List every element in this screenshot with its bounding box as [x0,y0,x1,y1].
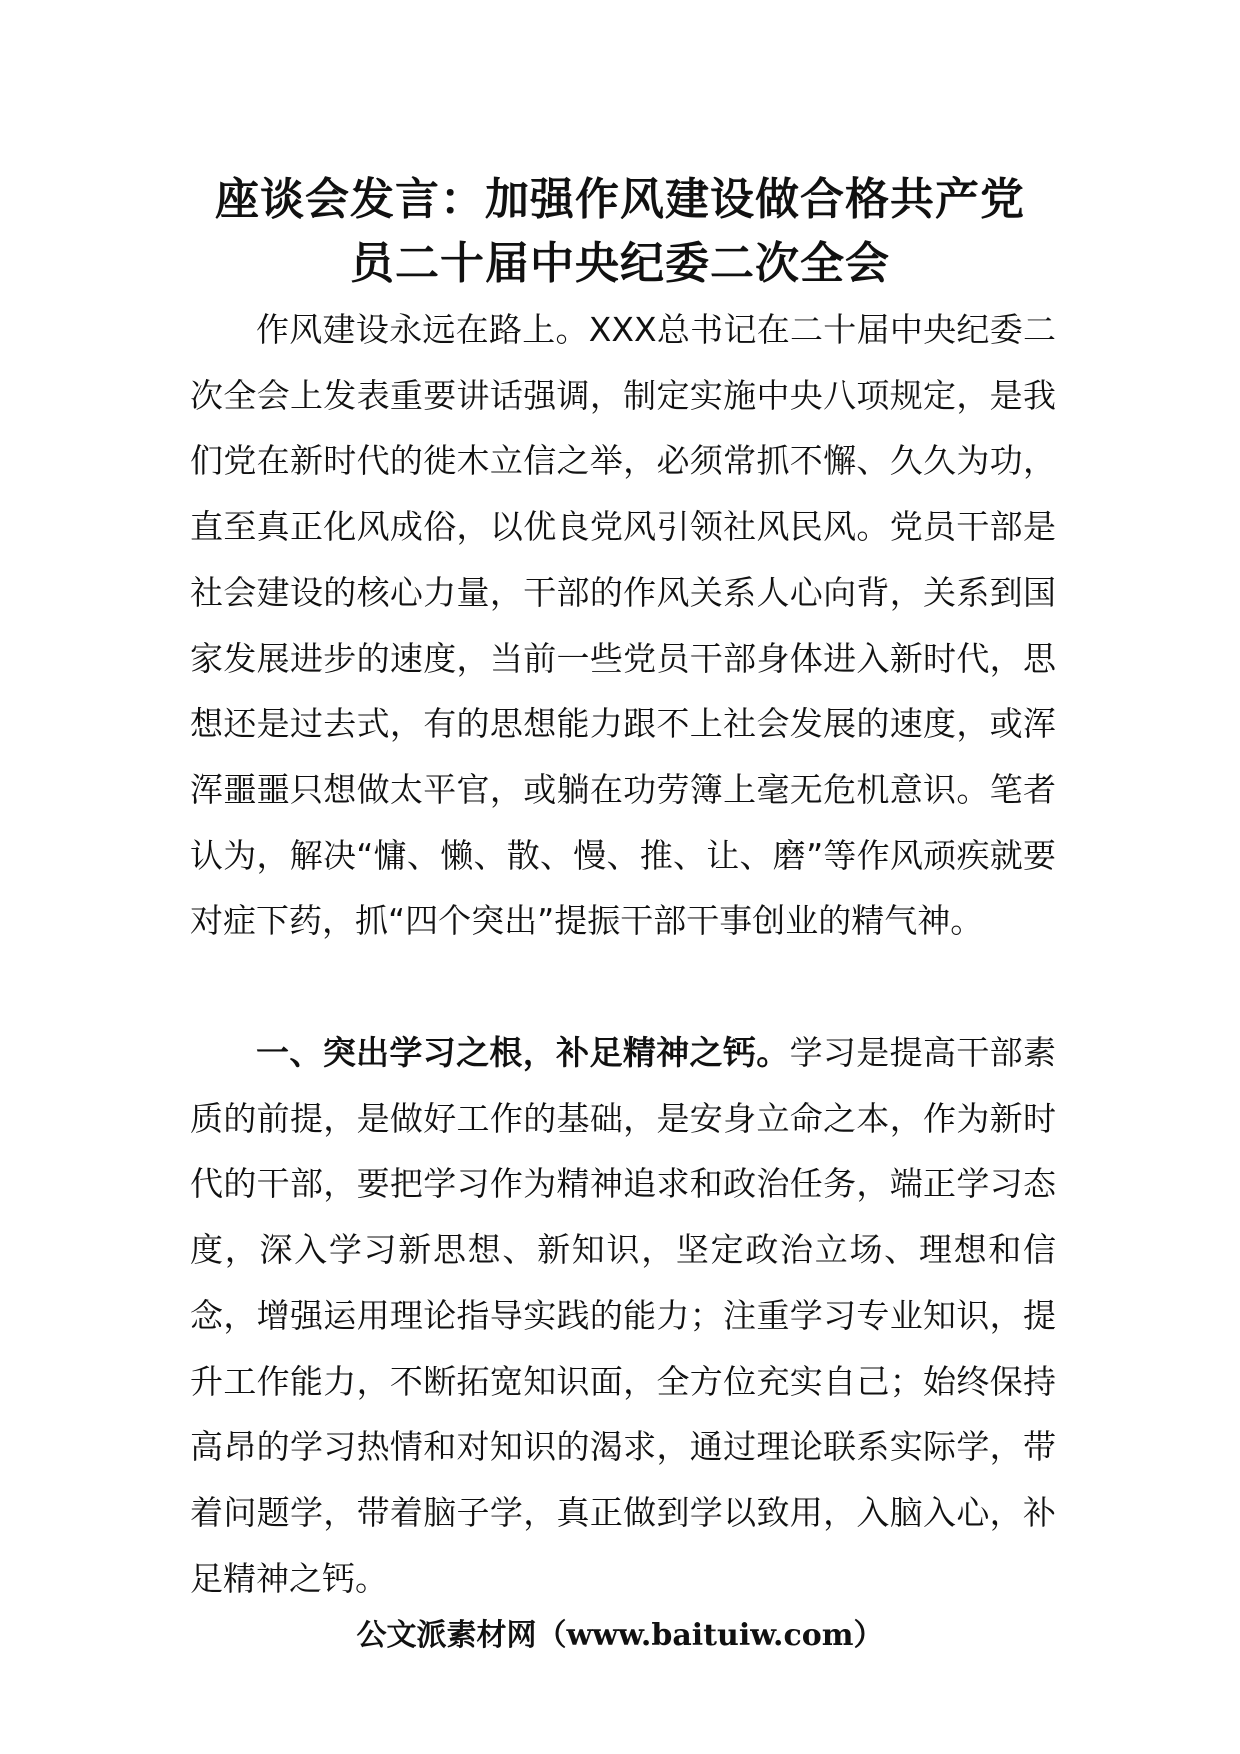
paragraph-section-1 [190,1020,1056,1611]
paragraph-intro: 作风建设永远在路上。XXX总书记在二十届中央纪委二次全会上发表重要讲话强调，制定实施中央八项规定，是我们党在新时代的徙木立信之举，必须常抓不懈、久久为功，直至真正化风成俗，以优良党风引领社风民风。党员干部是社会建设的核心力量，干部的作风关系人心向背，关系到国家发展进步的速度，当前一些党员干部身体进入新时代，思想还是过去式，有的思想能力跟不上社会发展的速度，或浑浑噩噩只想做太平官，或躺在功劳簿上毫无危机意识。笔者认为，解决“慵、懒、散、慢、推、让、磨”等作风顽疾就要对症下药，抓“四个突出”提振干部干事创业的精气神。 [190,310,1056,941]
footer-site-url: （www.baituiw.com） [536,1618,884,1653]
footer-site-name: 公文派素材网 [356,1618,537,1653]
document-title-line-1: 座谈会发言：加强作风建设做合格共产党 [215,174,1025,225]
section-1-heading: 一、突出学习之根，补足精神之钙。 [256,1033,790,1072]
document-title-line-2: 员二十届中央纪委二次全会 [350,238,890,289]
section-1-body: 学习是提高干部素质的前提，是做好工作的基础，是安身立命之本，作为新时代的干部，要把学习作为精神追求和政治任务，端正学习态度，深入学习新思想、新知识，坚定政治立场、理想和信念，增强运用理论指导实践的能力；注重学习专业知识，提升工作能力，不断拓宽知识面，全方位充实自己；始终保持高昂的学习热情和对知识的渴求，通过理论联系实际学，带着问题学，带着脑子学，真正做到学以致用，入脑入心，补足精神之钙。 [190,1033,1057,1598]
footer-watermark [0,1614,1240,1658]
